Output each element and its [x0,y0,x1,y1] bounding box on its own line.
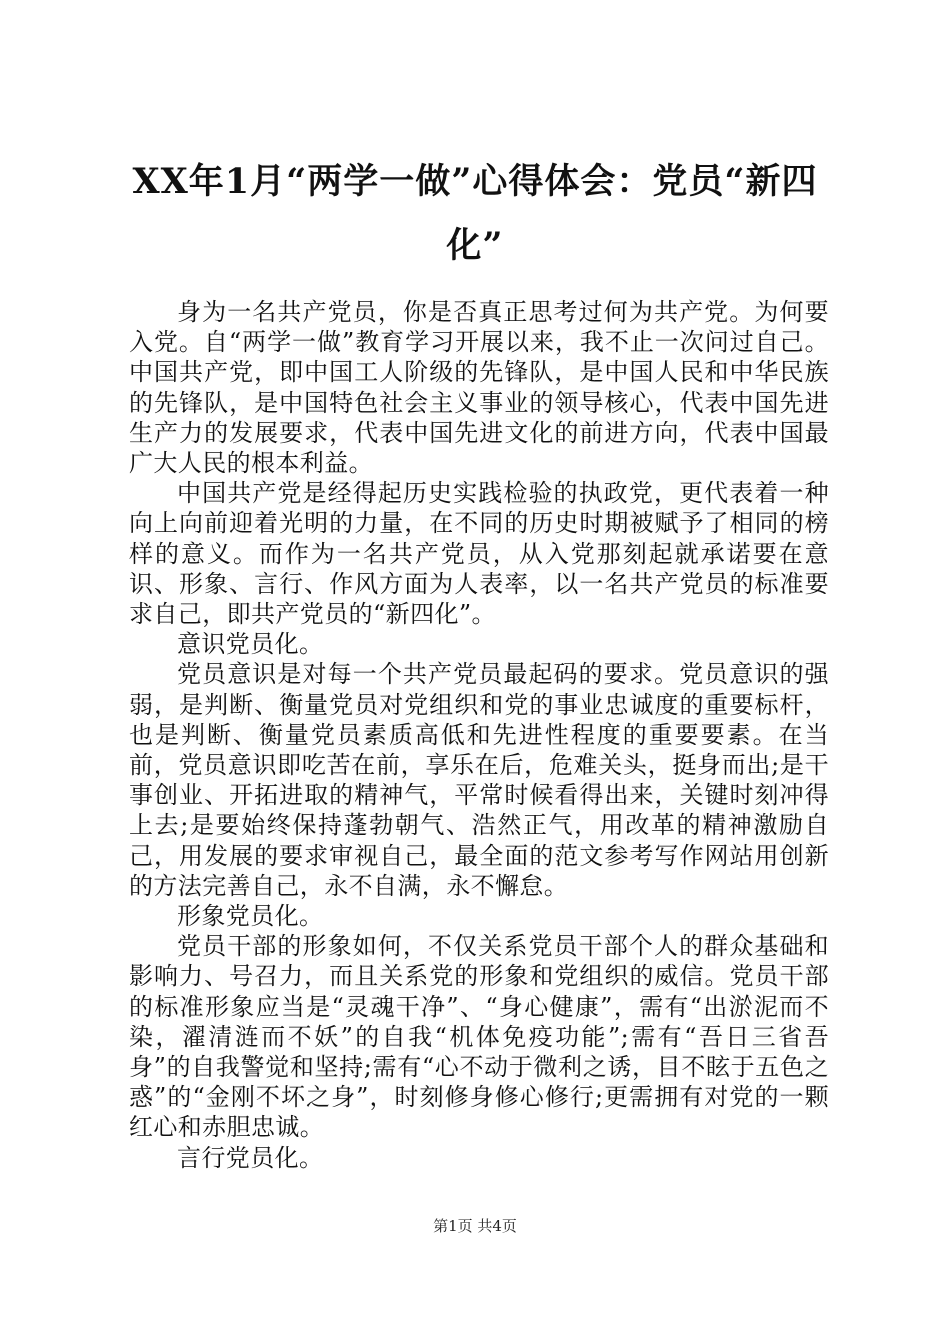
paragraph-intro: 身为一名共产党员，你是否真正思考过何为共产党。为何要入党。自“两学一做”教育学习开展以来，我不止一次问过自己。中国共产党，即中国工人阶级的先锋队，是中国人民和中华民族的先锋队，是中国特色社会主义事业的领导核心，代表中国先进生产力的发展要求，代表中国先进文化的前进方向，代表中国最广大人民的根本利益。 [129,298,829,478]
page-indicator: 第1页 共4页 [433,1217,517,1235]
section-heading-conduct: 言行党员化。 [177,1143,324,1172]
paragraph-party: 中国共产党是经得起历史实践检验的执政党，更代表着一种向上向前迎着光明的力量，在不同的历史时期被赋予了相同的榜样的意义。而作为一名共产党员，从入党那刻起就承诺要在意识、形象、言行、作风方面为人表率，以一名共产党员的标准要求自己，即共产党员的“新四化”。 [129,479,829,629]
paragraph-awareness: 党员意识是对每一个共产党员最起码的要求。党员意识的强弱，是判断、衡量党员对党组织和党的事业忠诚度的重要标杆，也是判断、衡量党员素质高低和先进性程度的重要要素。在当前，党员意识即吃苦在前，享乐在后，危难关头，挺身而出;是干事创业、开拓进取的精神气，平常时候看得出来，关键时刻冲得上去;是要始终保持蓬勃朝气、浩然正气，用改革的精神激励自己，用发展的要求审视自己，最全面的范文参考写作网站用创新的方法完善自己，永不自满，永不懈怠。 [129,660,829,900]
section-heading-awareness: 意识党员化。 [177,630,324,659]
document-body [129,297,829,1173]
section-heading-image: 形象党员化。 [177,902,324,931]
document-title: XX年1月“两学一做”心得体会：党员“新四化” [132,161,818,266]
paragraph-image: 党员干部的形象如何，不仅关系党员干部个人的群众基础和影响力、号召力，而且关系党的形象和党组织的威信。党员干部的标准形象应当是“灵魂干净”、“身心健康”，需有“出淤泥而不染，濯清涟而不妖”的自我“机体免疫功能”;需有“吾日三省吾身”的自我警觉和坚持;需有“心不动于微利之诱，目不眩于五色之惑”的“金刚不坏之身”，时刻修身修心修行;更需拥有对党的一颗红心和赤胆忠诚。 [129,932,829,1142]
